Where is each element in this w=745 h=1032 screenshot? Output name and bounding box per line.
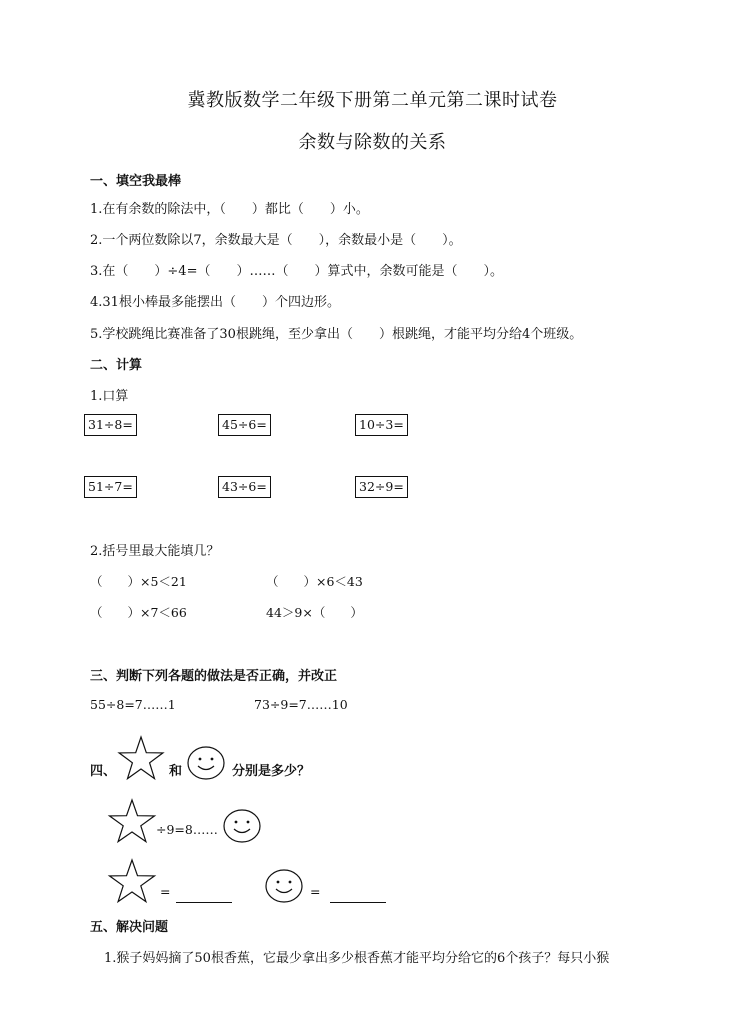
section-4-suffix: 分别是多少？ <box>232 764 311 779</box>
answer-blank-smiley[interactable] <box>330 888 386 903</box>
section-3-heading: 三、判断下列各题的做法是否正确，并改正 <box>90 669 338 684</box>
smiley-face-icon <box>222 808 262 844</box>
section-1-heading: 一、填空我最棒 <box>90 174 182 189</box>
fill-item: 44＞9×（ ） <box>266 605 363 620</box>
page-subtitle: 余数与除数的关系 <box>298 132 447 153</box>
answer-blank-star[interactable] <box>176 888 232 903</box>
question-1-2: 2.一个两位数除以7，余数最大是（ ），余数最小是（ ）。 <box>90 233 462 248</box>
judge-item: 73÷9=7……10 <box>254 697 348 712</box>
star-icon <box>118 735 164 781</box>
fill-item: （ ）×6＜43 <box>266 574 363 589</box>
sub-question-oral: 1.口算 <box>90 389 129 404</box>
oral-item: 10÷3= <box>355 414 408 436</box>
oral-item: 31÷8= <box>84 414 137 436</box>
page-title: 冀教版数学二年级下册第二单元第二课时试卷 <box>187 90 558 111</box>
section-2-heading: 二、计算 <box>90 358 143 373</box>
fill-item: （ ）×7＜66 <box>90 605 187 620</box>
question-1-4: 4.31根小棒最多能摆出（ ）个四边形。 <box>90 295 340 310</box>
oral-item: 45÷6= <box>218 414 271 436</box>
and-label: 和 <box>169 764 183 779</box>
star-icon <box>108 858 156 904</box>
question-1-3: 3.在（ ）÷4=（ ）……（ ）算式中，余数可能是（ ）。 <box>90 264 503 279</box>
oral-item: 43÷6= <box>218 476 271 498</box>
section-4-prefix: 四、 <box>90 764 117 779</box>
oral-item: 32÷9= <box>355 476 408 498</box>
smiley-face-icon <box>186 745 226 781</box>
equation-text: ÷9=8…… <box>156 822 218 837</box>
oral-item: 51÷7= <box>84 476 137 498</box>
fill-item: （ ）×5＜21 <box>90 574 187 589</box>
smiley-face-icon <box>264 868 304 904</box>
question-5-1: 1.猴子妈妈摘了50根香蕉，它最少拿出多少根香蕉才能平均分给它的6个孩子？每只小猴 <box>104 951 610 966</box>
judge-item: 55÷8=7……1 <box>90 697 176 712</box>
star-icon <box>108 798 156 844</box>
section-5-heading: 五、解决问题 <box>90 920 169 935</box>
question-1-1: 1.在有余数的除法中，（ ）都比（ ）小。 <box>90 202 369 217</box>
question-1-5: 5.学校跳绳比赛准备了30根跳绳，至少拿出（ ）根跳绳，才能平均分给4个班级。 <box>90 327 583 342</box>
equals-sign: = <box>160 884 171 899</box>
sub-question-fill: 2.括号里最大能填几？ <box>90 544 220 559</box>
equals-sign: = <box>310 884 321 899</box>
